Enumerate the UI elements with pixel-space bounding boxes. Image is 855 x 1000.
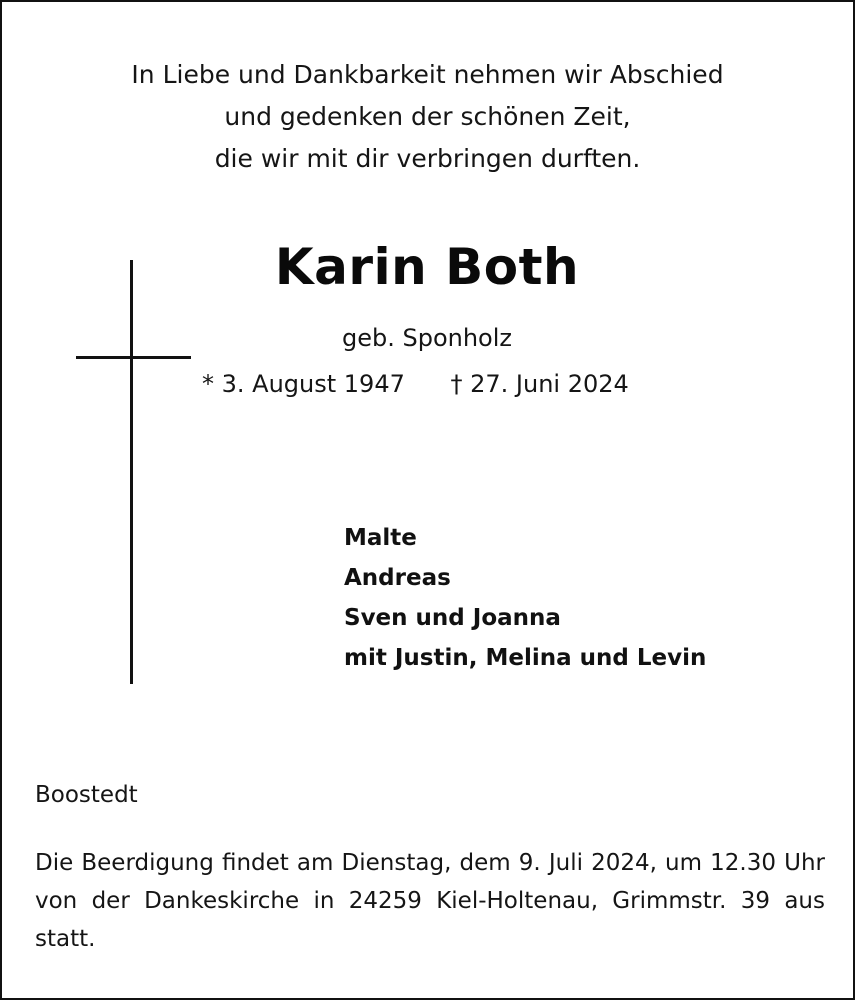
- place-name: Boostedt: [35, 782, 138, 808]
- funeral-notice: Die Beerdigung findet am Dienstag, dem 9. Juli 2024, um 12.30 Uhr von der Dankeskirche in 24259 Kiel-Holtenau, Grimmstr. 39 aus statt.: [35, 850, 825, 952]
- maiden-name: geb. Sponholz: [341, 324, 512, 352]
- cross-icon-beam: [76, 356, 191, 359]
- motto-line: die wir mit dir verbringen durften.: [214, 144, 641, 173]
- mourners-list: [344, 518, 706, 678]
- life-dates: [202, 370, 672, 398]
- cross-icon: [130, 260, 133, 684]
- death-date: † 27. Juni 2024: [450, 370, 629, 398]
- mourner-entry: Malte: [344, 525, 417, 551]
- mourner-entry: Sven und Joanna: [344, 605, 561, 631]
- birth-date: * 3. August 1947: [202, 370, 405, 398]
- motto-line: In Liebe und Dankbarkeit nehmen wir Abschied: [131, 60, 724, 89]
- deceased-name: Karin Both: [274, 238, 580, 296]
- mourner-entry: mit Justin, Melina und Levin: [344, 645, 707, 671]
- motto-verse: [2, 54, 853, 180]
- mourner-entry: Andreas: [344, 565, 451, 591]
- motto-line: und gedenken der schönen Zeit,: [224, 102, 631, 131]
